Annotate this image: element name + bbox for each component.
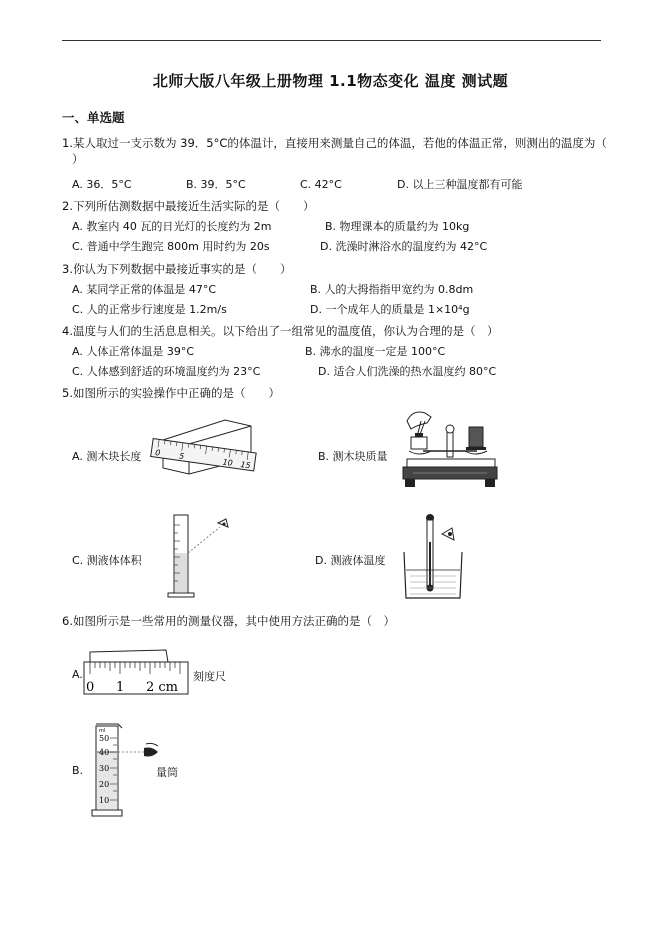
thermometer-beaker-figure (400, 512, 470, 602)
balance-scale-figure (403, 407, 498, 492)
ruler-tick-0: 0 (86, 680, 95, 695)
question-1-option-a[interactable]: A. 36．5°C (72, 178, 132, 191)
question-5-option-a[interactable]: A. 测木块长度 (72, 450, 142, 463)
question-6-stem: 6.如图所示是一些常用的测量仪器，其中使用方法正确的是（ ） (62, 614, 395, 628)
question-5-option-d[interactable]: D. 测液体温度 (315, 554, 386, 567)
question-1-option-b[interactable]: B. 39．5°C (186, 178, 246, 191)
question-4-option-c[interactable]: C. 人体感到舒适的环境温度约为 23°C (72, 365, 261, 378)
question-4-option-b[interactable]: B. 沸水的温度一定是 100°C (305, 345, 446, 358)
ruler-tick-2cm: 2 cm (146, 680, 179, 695)
question-3-option-b[interactable]: B. 人的大拇指指甲宽约为 0.8dm (310, 283, 474, 296)
question-2-option-a[interactable]: A. 教室内 40 瓦的日光灯的长度约为 2m (72, 220, 272, 233)
question-2-stem: 2.下列所估测数据中最接近生活实际的是（ ） (62, 199, 315, 213)
ruler-tick-0: 0 (154, 448, 161, 458)
question-2-option-d[interactable]: D. 洗澡时淋浴水的温度约为 42°C (320, 240, 488, 253)
graduated-cylinder-eye-figure (162, 513, 242, 598)
cylinder-tick-40: 40 (99, 748, 110, 757)
question-4-option-d[interactable]: D. 适合人们洗澡的热水温度约 80°C (318, 365, 497, 378)
question-1-line2: ） (72, 152, 84, 166)
cylinder-unit: ml (99, 728, 106, 734)
header-rule (62, 40, 601, 41)
question-3-option-c[interactable]: C. 人的正常步行速度是 1.2m/s (72, 303, 227, 316)
ruler-figure (82, 648, 192, 698)
question-5-option-b[interactable]: B. 测木块质量 (318, 450, 388, 463)
question-6-a-label: 刻度尺 (193, 670, 226, 683)
question-3-option-d[interactable]: D. 一个成年人的质量是 1×10⁴g (310, 303, 470, 316)
ruler-wooden-block-figure (145, 408, 260, 480)
question-6-option-b[interactable]: B. (72, 764, 84, 777)
cylinder-tick-30: 30 (99, 764, 110, 773)
ruler-tick-5: 5 (178, 451, 185, 462)
question-4-stem: 4.温度与人们的生活息息相关。以下给出了一组常见的温度值，你认为合理的是（ ） (62, 324, 499, 338)
question-1-stem (62, 135, 607, 167)
question-5-option-c[interactable]: C. 测液体体积 (72, 554, 142, 567)
cylinder-tick-10: 10 (99, 796, 110, 805)
ruler-tick-10: 10 (221, 457, 234, 468)
question-1-option-c[interactable]: C. 42°C (300, 178, 342, 191)
question-2-option-b[interactable]: B. 物理课本的质量约为 10kg (325, 220, 470, 233)
question-6-b-label: 量筒 (156, 766, 178, 779)
question-4-option-a[interactable]: A. 人体正常体温是 39°C (72, 345, 194, 358)
question-2-option-c[interactable]: C. 普通中学生跑完 800m 用时约为 20s (72, 240, 270, 253)
page-title: 北师大版八年级上册物理 1.1物态变化 温度 测试题 (152, 72, 509, 90)
ruler-tick-15: 15 (239, 460, 252, 471)
question-1-option-d[interactable]: D. 以上三种温度都有可能 (397, 178, 523, 191)
question-3-stem: 3.你认为下列数据中最接近事实的是（ ） (62, 262, 292, 276)
question-6-option-a[interactable]: A. (72, 668, 83, 681)
question-1-line1: 1.某人取过一支示数为 39．5°C的体温计，直接用来测量自己的体温，若他的体温正常，则测出的温度为（ (62, 136, 607, 150)
cylinder-tick-50: 50 (99, 734, 110, 743)
cylinder-tick-20: 20 (99, 780, 110, 789)
section-heading: 一、单选题 (62, 110, 125, 125)
ruler-tick-1: 1 (116, 680, 125, 695)
question-5-stem: 5.如图所示的实验操作中正确的是（ ） (62, 386, 280, 400)
question-3-option-a[interactable]: A. 某同学正常的体温是 47°C (72, 283, 216, 296)
